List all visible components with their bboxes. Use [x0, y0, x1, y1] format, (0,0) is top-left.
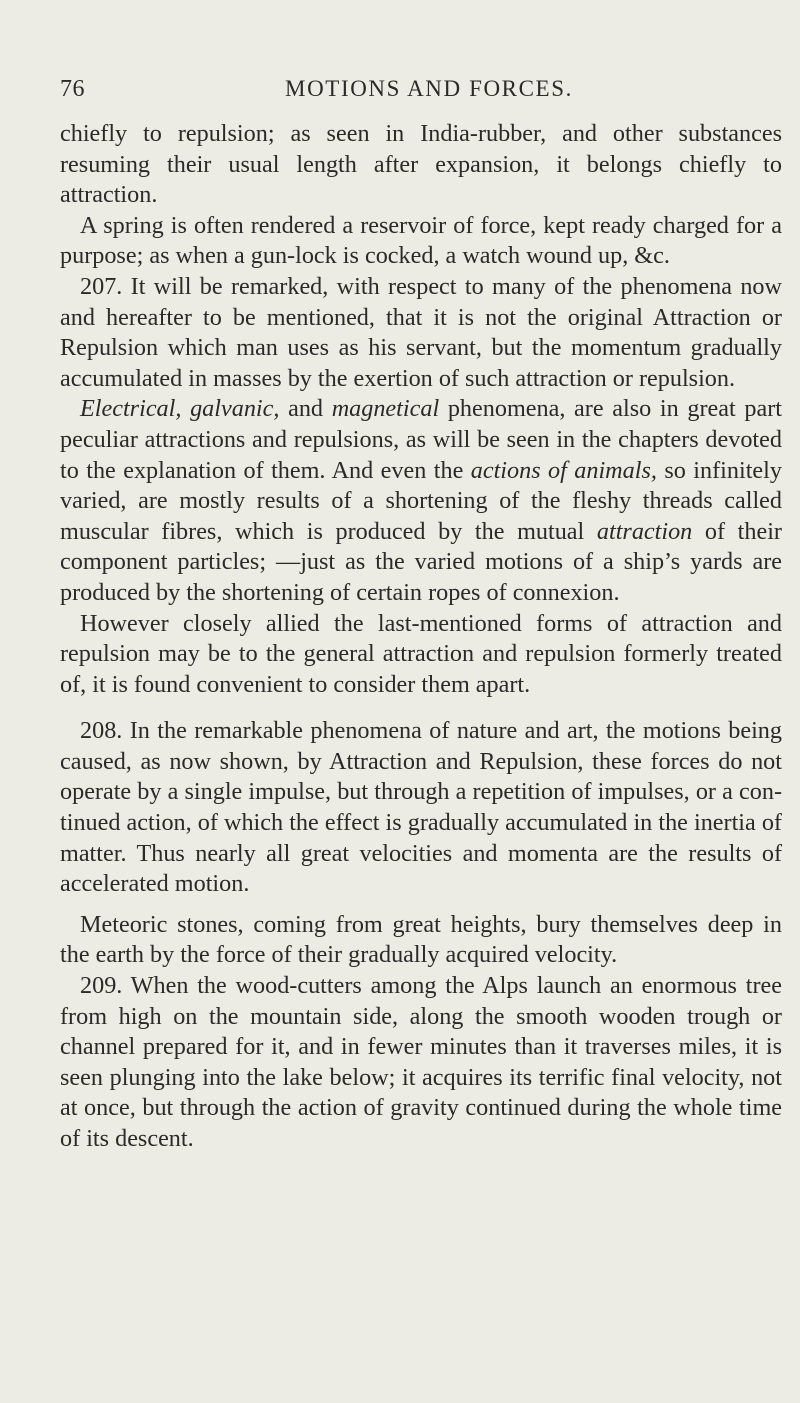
page-number: 76	[60, 76, 85, 102]
paragraph-209: 209. When the wood-cutters among the Alps launch an enormous tree from high on the mountain side, along the smooth wooden trough or channel prepared for it, and in fewer minutes than it traverses miles, it is seen plunging into the lake below; it acquires its terrific final velocity, not at once, but through the action of gravity continued during the whole time of its descent.	[60, 972, 782, 1152]
paragraph-208: 208. In the remarkable phenomena of nature and art, the motions being caused, as now shown, by Attraction and Repulsion, these forces do not operate by a single impulse, but through a repetition of impulses, or a continued action, of which the effect is gradually accumulated in the inertia of matter. Thus nearly all great velocities and momenta are the results of accelerated motion.	[60, 717, 782, 898]
body-text	[60, 119, 782, 1155]
paragraph-207: 207. It will be remarked, with respect to many of the phenomena now and hereafter to be mentioned, that it is not the original Attraction or Repulsion which man uses as his servant, but the momentum gradually accumulated in masses by the exertion of such attraction or repulsion.	[60, 272, 782, 392]
paragraph-however: However closely allied the last-mentioned forms of attraction and repulsion may be to the general attraction and repulsion formerly treated of, it is found convenient to consider them apart.	[60, 609, 782, 698]
paragraph-electrical: Electrical, galvanic, and magnetical phenomena, are also in great part peculiar attractions and repulsions, as will be seen in the chapters devoted to the explanation of them. And even the actions of animals, so infinitely varied, are mostly results of a shortening of the fleshy threads called muscular fibres, which is produced by the mutual attraction of their component particles; —just as the varied motions of a ship’s yards are produced by the shortening of certain ropes of connexion.	[60, 395, 782, 606]
running-title: MOTIONS AND FORCES.	[285, 76, 573, 101]
paragraph-2: A spring is often rendered a reservoir of force, kept ready charged for a purpose; as when a gun-lock is cocked, a watch wound up, &c.	[60, 211, 782, 270]
paragraph-meteoric: Meteoric stones, coming from great heights, bury themselves deep in the earth by the force of their gradually acquired velocity.	[60, 910, 782, 969]
paragraph-1: chiefly to repulsion; as seen in India-rubber, and other substances resuming their usual length after expansion, it belongs chiefly to attraction.	[60, 120, 782, 209]
page-header	[60, 76, 782, 108]
